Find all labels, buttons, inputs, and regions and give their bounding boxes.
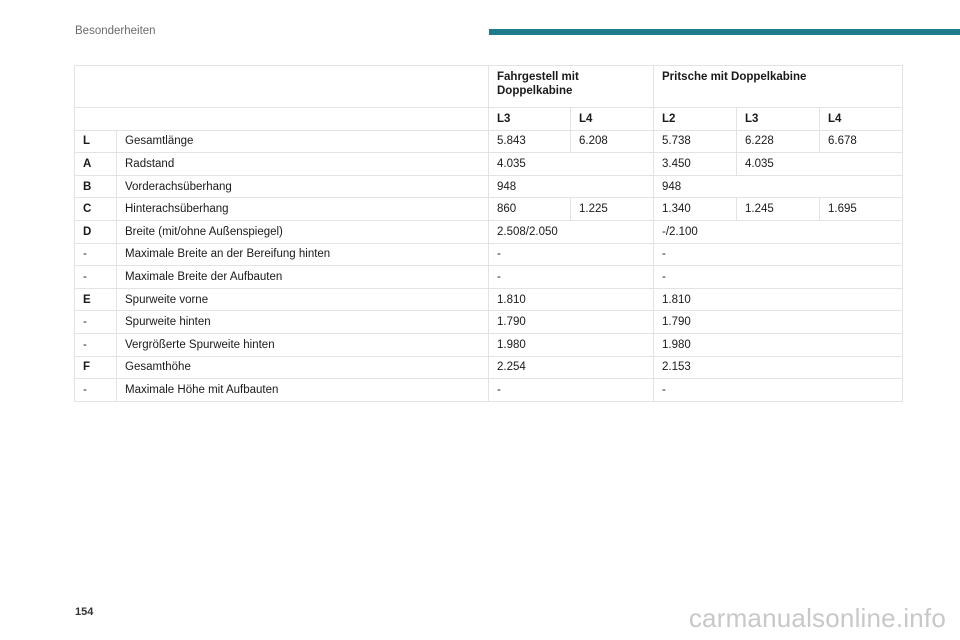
section-title: Besonderheiten	[75, 25, 156, 37]
row-code: D	[75, 220, 117, 243]
subheader-cell: L4	[571, 108, 654, 131]
row-value: 1.810	[654, 288, 903, 311]
header-accent-bar	[489, 29, 960, 35]
table-row	[75, 243, 903, 266]
row-value: 2.153	[654, 356, 903, 379]
table-row	[75, 175, 903, 198]
row-code: L	[75, 130, 117, 153]
row-value: 2.508/2.050	[489, 220, 654, 243]
watermark: carmanualsonline.info	[688, 603, 946, 633]
table-row	[75, 379, 903, 402]
group-header-chassis: Fahrgestell mit Doppelkabine	[489, 66, 654, 108]
row-value: 948	[654, 175, 903, 198]
row-value: 4.035	[737, 153, 903, 176]
row-value: -	[489, 243, 654, 266]
table-header-row	[75, 66, 903, 108]
row-value: 1.790	[489, 311, 654, 334]
table-row	[75, 333, 903, 356]
row-value: 948	[489, 175, 654, 198]
row-value: 6.228	[737, 130, 820, 153]
row-value: -/2.100	[654, 220, 903, 243]
row-value: 1.980	[489, 333, 654, 356]
row-code: C	[75, 198, 117, 221]
table-row	[75, 356, 903, 379]
row-value: 860	[489, 198, 571, 221]
row-value: 1.790	[654, 311, 903, 334]
row-label: Spurweite vorne	[117, 288, 489, 311]
row-value: -	[654, 243, 903, 266]
row-value: 6.678	[820, 130, 903, 153]
row-value: 6.208	[571, 130, 654, 153]
row-label: Vergrößerte Spurweite hinten	[117, 333, 489, 356]
row-value: 1.225	[571, 198, 654, 221]
subheader-cell: L2	[654, 108, 737, 131]
row-label: Gesamthöhe	[117, 356, 489, 379]
subheader-blank-cell	[75, 108, 489, 131]
row-label: Maximale Breite an der Bereifung hinten	[117, 243, 489, 266]
row-value: -	[489, 379, 654, 402]
row-code: -	[75, 266, 117, 289]
row-value: 5.738	[654, 130, 737, 153]
table-row	[75, 130, 903, 153]
row-code: -	[75, 333, 117, 356]
row-code: -	[75, 243, 117, 266]
group-header-platform: Pritsche mit Doppelkabine	[654, 66, 903, 108]
row-value: -	[654, 379, 903, 402]
page-number: 154	[75, 606, 94, 618]
subheader-cell: L4	[820, 108, 903, 131]
row-value: 3.450	[654, 153, 737, 176]
row-code: F	[75, 356, 117, 379]
row-value: 2.254	[489, 356, 654, 379]
row-label: Spurweite hinten	[117, 311, 489, 334]
row-value: 4.035	[489, 153, 654, 176]
row-label: Gesamtlänge	[117, 130, 489, 153]
row-value: -	[654, 266, 903, 289]
row-value: 1.695	[820, 198, 903, 221]
header-blank-cell	[75, 66, 489, 108]
table-row	[75, 311, 903, 334]
row-label: Maximale Breite der Aufbauten	[117, 266, 489, 289]
table-subheader-row	[75, 108, 903, 131]
dimensions-table	[74, 65, 903, 402]
row-code: -	[75, 379, 117, 402]
row-label: Vorderachsüberhang	[117, 175, 489, 198]
row-value: 1.340	[654, 198, 737, 221]
table-row	[75, 198, 903, 221]
row-code: B	[75, 175, 117, 198]
row-label: Breite (mit/ohne Außenspiegel)	[117, 220, 489, 243]
table-row	[75, 266, 903, 289]
subheader-cell: L3	[737, 108, 820, 131]
row-value: 1.810	[489, 288, 654, 311]
table-row	[75, 153, 903, 176]
table-row	[75, 220, 903, 243]
row-value: 1.980	[654, 333, 903, 356]
row-value: -	[489, 266, 654, 289]
row-value: 1.245	[737, 198, 820, 221]
row-value: 5.843	[489, 130, 571, 153]
row-label: Maximale Höhe mit Aufbauten	[117, 379, 489, 402]
row-code: A	[75, 153, 117, 176]
table-row	[75, 288, 903, 311]
row-label: Radstand	[117, 153, 489, 176]
row-code: -	[75, 311, 117, 334]
subheader-cell: L3	[489, 108, 571, 131]
row-label: Hinterachsüberhang	[117, 198, 489, 221]
row-code: E	[75, 288, 117, 311]
